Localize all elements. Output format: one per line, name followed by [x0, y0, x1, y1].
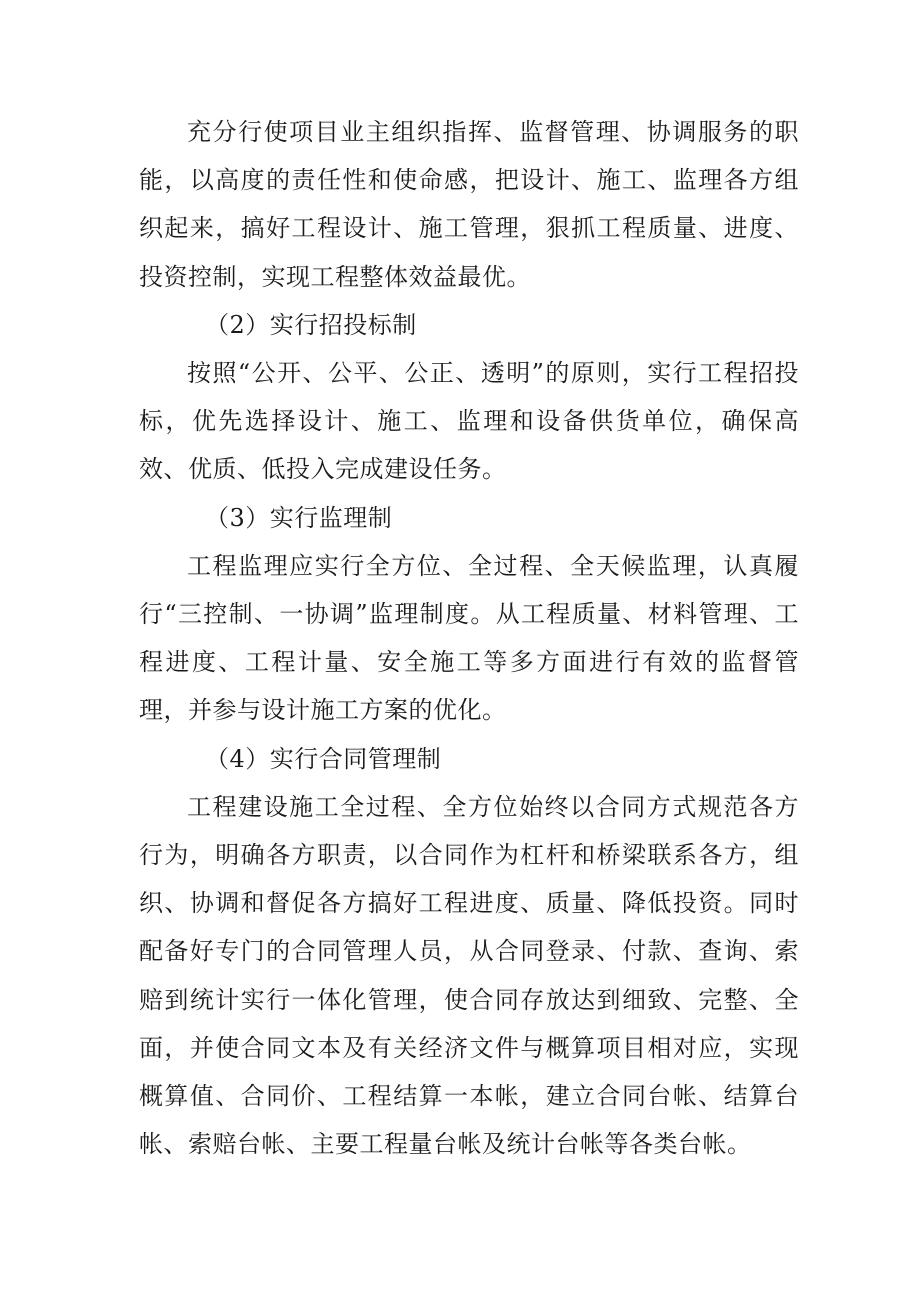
heading-bidding-system: （2）实行招投标制	[205, 310, 417, 339]
paragraph-contract-management-details: 工程建设施工全过程、全方位始终以合同方式规范各方行为，明确各方职责，以合同作为杠杆和桥梁联系各方，组织、协调和督促各方搞好工程进度、质量、降低投资。同时配备好专门的合同管理人员，从合同登录、付款、查询、索赔到统计实行一体化管理，使合同存放达到细致、完整、全面，并使合同文本及有关经济文件与概算项目相对应，实现概算值、合同价、工程结算一本帐，建立合同台帐、结算台帐、索赔台帐、主要工程量台帐及统计台帐等各类台帐。	[139, 792, 799, 1159]
paragraph-supervision-details: 工程监理应实行全方位、全过程、全天候监理，认真履行“三控制、一协调”监理制度。从工程质量、材料管理、工程进度、工程计量、安全施工等多方面进行有效的监督管理，并参与设计施工方案的优化。	[139, 551, 799, 725]
heading-supervision-system: （3）实行监理制	[205, 503, 393, 532]
paragraph-bidding-principles: 按照“公开、公平、公正、透明”的原则，实行工程招投标，优先选择设计、施工、监理和设备供货单位，确保高效、优质、低投入完成建设任务。	[139, 359, 799, 484]
heading-contract-management: （4）实行合同管理制	[205, 744, 442, 773]
document-body	[139, 108, 799, 1168]
paragraph-project-owner-duties: 充分行使项目业主组织指挥、监督管理、协调服务的职能，以高度的责任性和使命感，把设计、施工、监理各方组织起来，搞好工程设计、施工管理，狠抓工程质量、进度、投资控制，实现工程整体效益最优。	[139, 118, 799, 291]
